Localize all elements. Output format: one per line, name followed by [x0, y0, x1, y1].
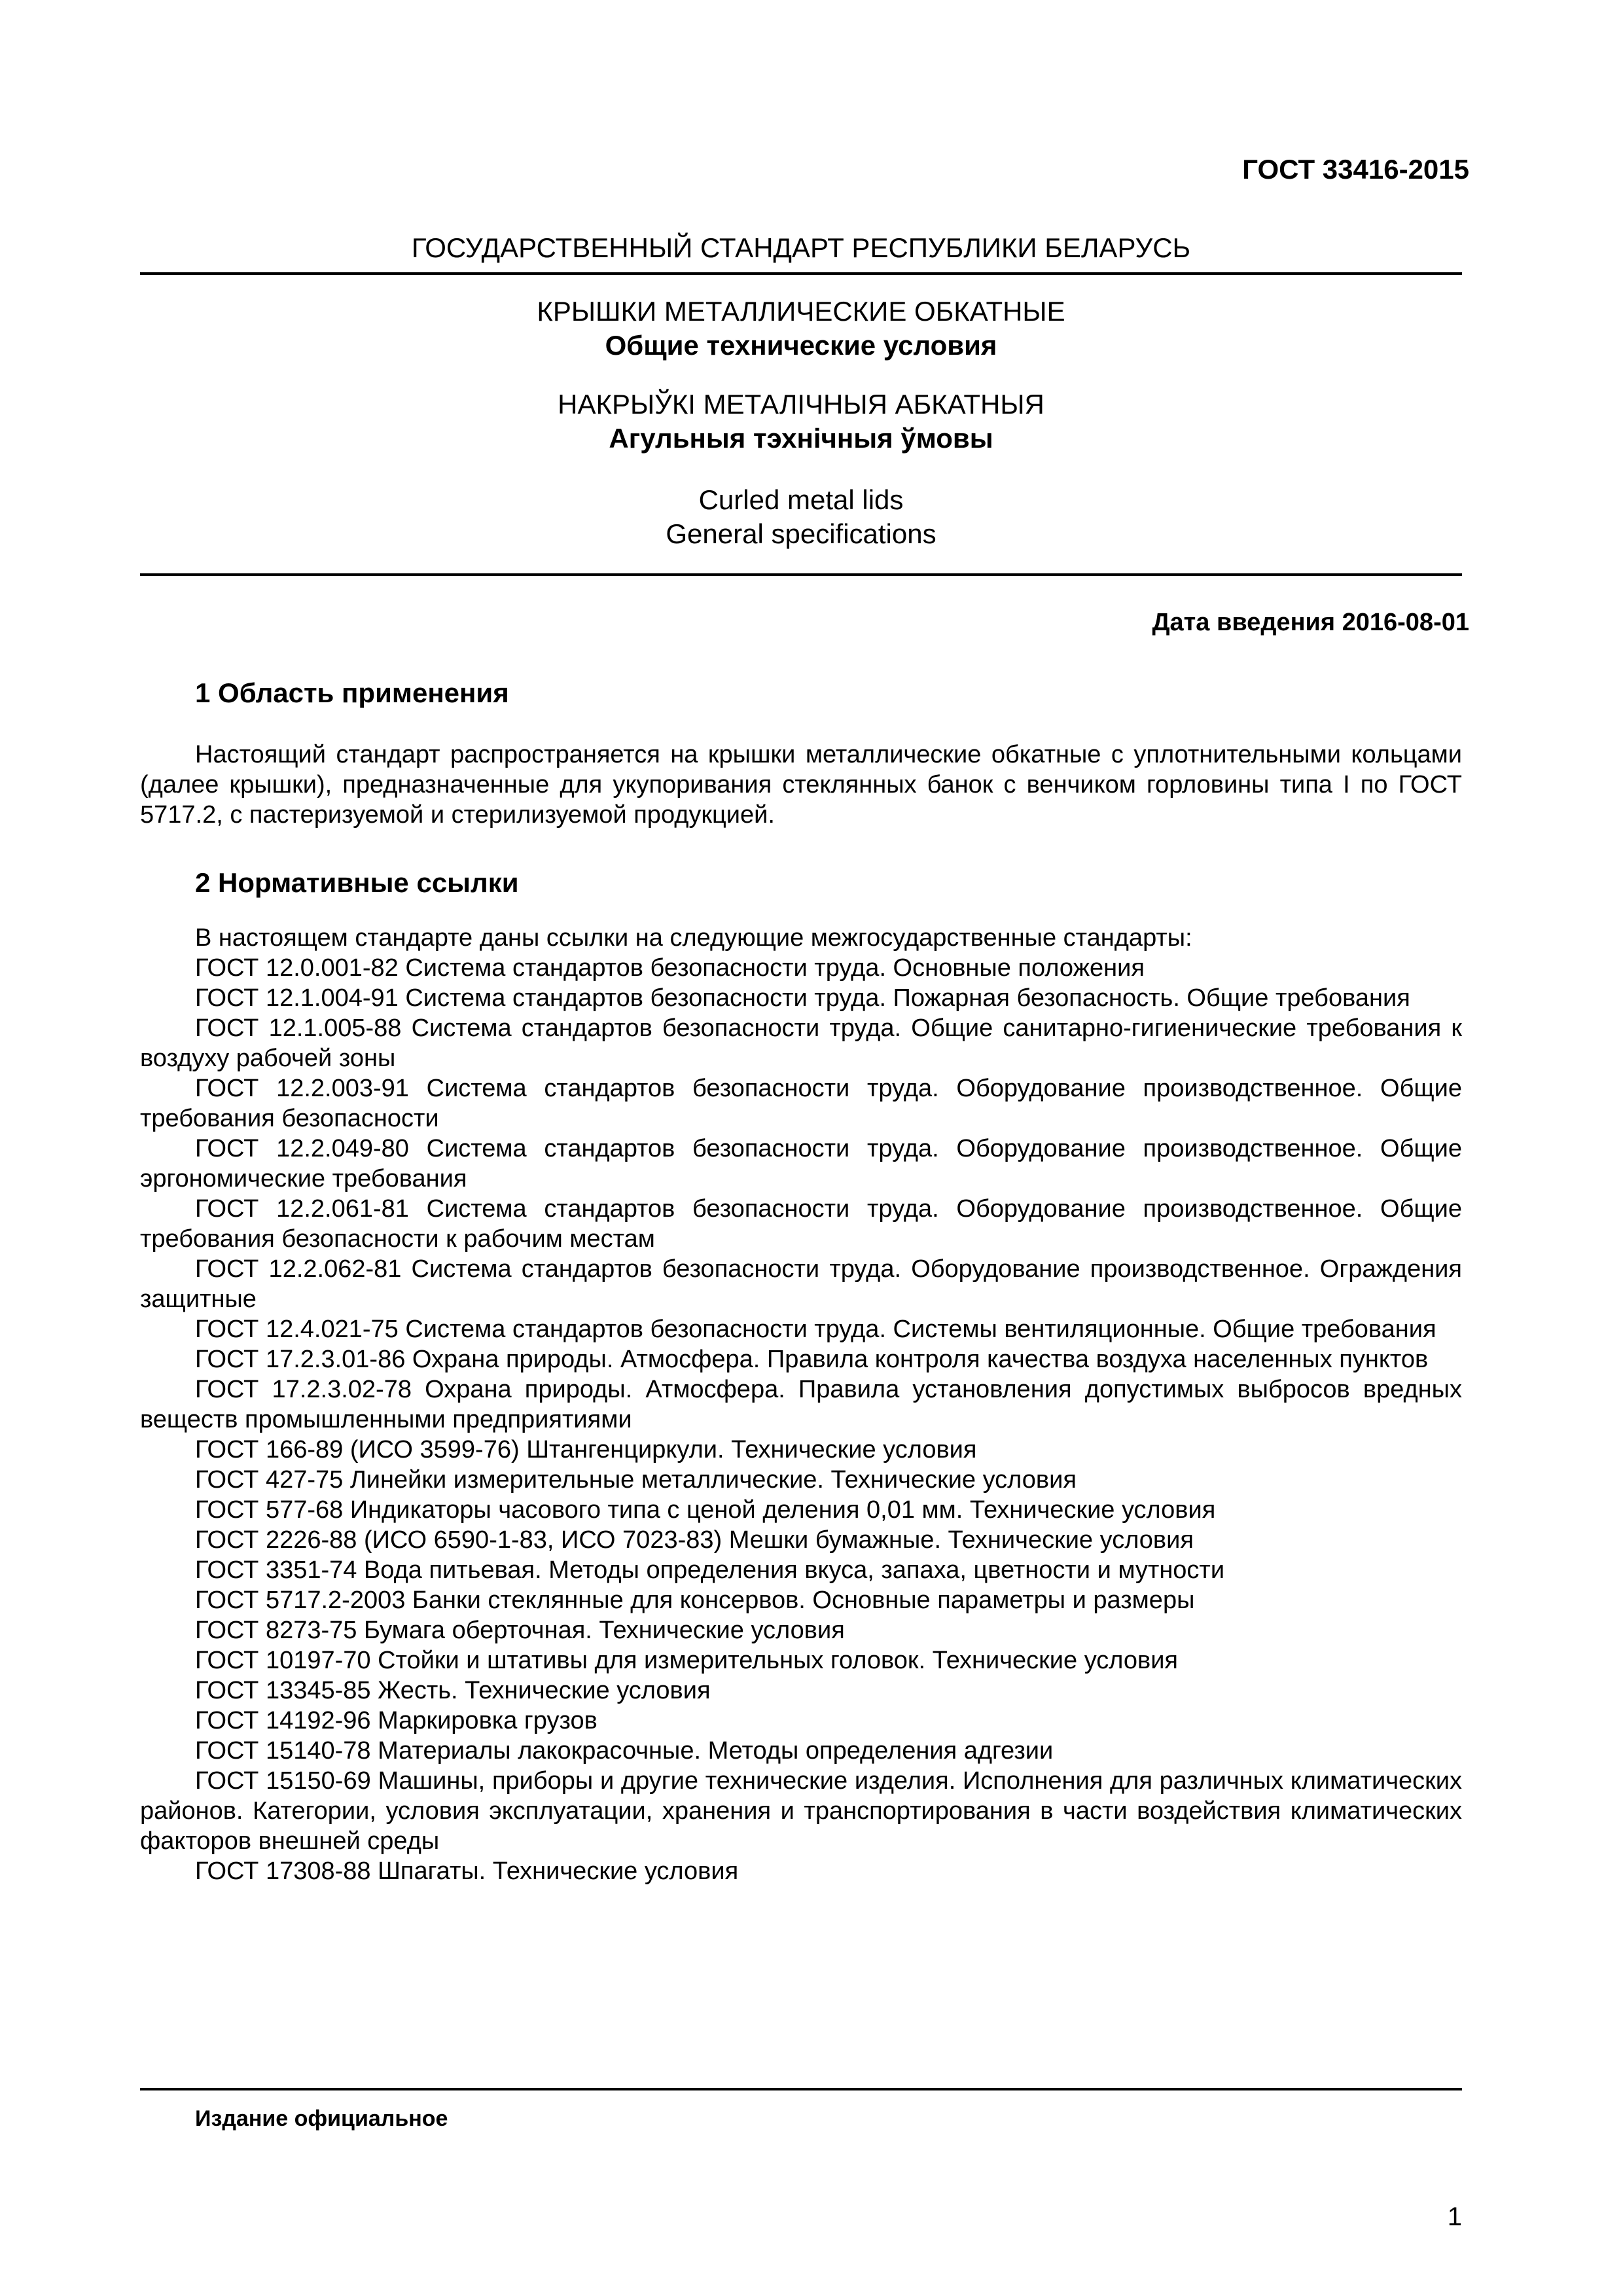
footer-divider	[140, 2088, 1462, 2090]
title-by-sub: Агульныя тэхнічныя ўмовы	[609, 423, 993, 454]
list-item: ГОСТ 13345-85 Жесть. Технические условия	[195, 1677, 711, 1704]
list-item: ГОСТ 12.1.005-88 Система стандартов безопасности труда. Общие санитарно-гигиенические требования к воздуху рабочей зоны	[140, 1014, 1462, 1072]
list-item: ГОСТ 12.2.061-81 Система стандартов безопасности труда. Оборудование производственное. Общие требования безопасности к рабочим местам	[140, 1195, 1462, 1253]
title-by-main: НАКРЫЎКІ МЕТАЛІЧНЫЯ АБКАТНЫЯ	[558, 389, 1044, 420]
official-edition-label: Издание официальное	[195, 2106, 448, 2131]
top-divider	[140, 272, 1462, 275]
title-en	[140, 483, 1462, 551]
references-intro: В настоящем стандарте даны ссылки на следующие межгосударственные стандарты:	[195, 924, 1192, 952]
state-standard-title: ГОСУДАРСТВЕННЫЙ СТАНДАРТ РЕСПУБЛИКИ БЕЛАРУСЬ	[411, 232, 1191, 263]
list-item: ГОСТ 15140-78 Материалы лакокрасочные. Методы определения адгезии	[195, 1737, 1054, 1765]
title-en-sub: General specifications	[666, 518, 936, 549]
title-ru-main: КРЫШКИ МЕТАЛЛИЧЕСКИЕ ОБКАТНЫЕ	[537, 296, 1065, 327]
title-divider	[140, 573, 1462, 576]
list-item: ГОСТ 12.1.004-91 Система стандартов безопасности труда. Пожарная безопасность. Общие требования	[195, 984, 1410, 1012]
list-item: ГОСТ 12.2.062-81 Система стандартов безопасности труда. Оборудование производственное. Ограждения защитные	[140, 1255, 1462, 1313]
section-1-paragraph: Настоящий стандарт распространяется на крышки металлические обкатные с уплотнительными кольцами (далее крышки), предназначенные для укупоривания стеклянных банок с венчиком горловины типа I по ГОСТ 5717.2, с пастеризуемой и стерилизуемой продукцией.	[140, 741, 1462, 829]
list-item: ГОСТ 17.2.3.01-86 Охрана природы. Атмосфера. Правила контроля качества воздуха населенных пунктов	[195, 1346, 1429, 1373]
list-item: ГОСТ 14192-96 Маркировка грузов	[195, 1707, 597, 1734]
list-item: ГОСТ 12.2.049-80 Система стандартов безопасности труда. Оборудование производственное. Общие эргономические требования	[140, 1135, 1462, 1193]
list-item: ГОСТ 8273-75 Бумага оберточная. Технические условия	[195, 1617, 845, 1644]
standard-number: ГОСТ 33416-2015	[1242, 154, 1469, 185]
title-by	[140, 387, 1462, 456]
section-1-text	[140, 740, 1462, 830]
normative-references-list	[140, 923, 1462, 1886]
list-item: ГОСТ 12.4.021-75 Система стандартов безопасности труда. Системы вентиляционные. Общие требования	[195, 1316, 1436, 1343]
list-item: ГОСТ 3351-74 Вода питьевая. Методы определения вкуса, запаха, цветности и мутности	[195, 1556, 1225, 1584]
list-item: ГОСТ 5717.2-2003 Банки стеклянные для консервов. Основные параметры и размеры	[195, 1587, 1195, 1614]
page-number: 1	[1447, 2202, 1462, 2231]
title-en-main: Curled metal lids	[698, 484, 904, 515]
list-item: ГОСТ 17.2.3.02-78 Охрана природы. Атмосфера. Правила установления допустимых выбросов вредных веществ промышленными предприятиями	[140, 1376, 1462, 1433]
title-ru	[140, 295, 1462, 363]
list-item: ГОСТ 166-89 (ИСО 3599-76) Штангенциркули. Технические условия	[195, 1436, 977, 1463]
list-item: ГОСТ 427-75 Линейки измерительные металлические. Технические условия	[195, 1466, 1077, 1494]
list-item: ГОСТ 12.2.003-91 Система стандартов безопасности труда. Оборудование производственное. Общие требования безопасности	[140, 1075, 1462, 1132]
list-item: ГОСТ 12.0.001-82 Система стандартов безопасности труда. Основные положения	[195, 954, 1145, 982]
list-item: ГОСТ 15150-69 Машины, приборы и другие технические изделия. Исполнения для различных климатических районов. Категории, условия эксплуатации, хранения и транспортирования в части воздействия климатических факторов внешней среды	[140, 1767, 1462, 1855]
list-item: ГОСТ 17308-88 Шпагаты. Технические условия	[195, 1857, 739, 1885]
list-item: ГОСТ 2226-88 (ИСО 6590-1-83, ИСО 7023-83) Мешки бумажные. Технические условия	[195, 1526, 1194, 1554]
title-ru-sub: Общие технические условия	[605, 330, 997, 361]
introduction-date: Дата введения 2016-08-01	[1152, 609, 1469, 636]
list-item: ГОСТ 577-68 Индикаторы часового типа с ценой деления 0,01 мм. Технические условия	[195, 1496, 1216, 1524]
list-item: ГОСТ 10197-70 Стойки и штативы для измерительных головок. Технические условия	[195, 1647, 1179, 1674]
section-2-heading: 2 Нормативные ссылки	[195, 867, 519, 898]
section-1-heading: 1 Область применения	[195, 677, 509, 708]
